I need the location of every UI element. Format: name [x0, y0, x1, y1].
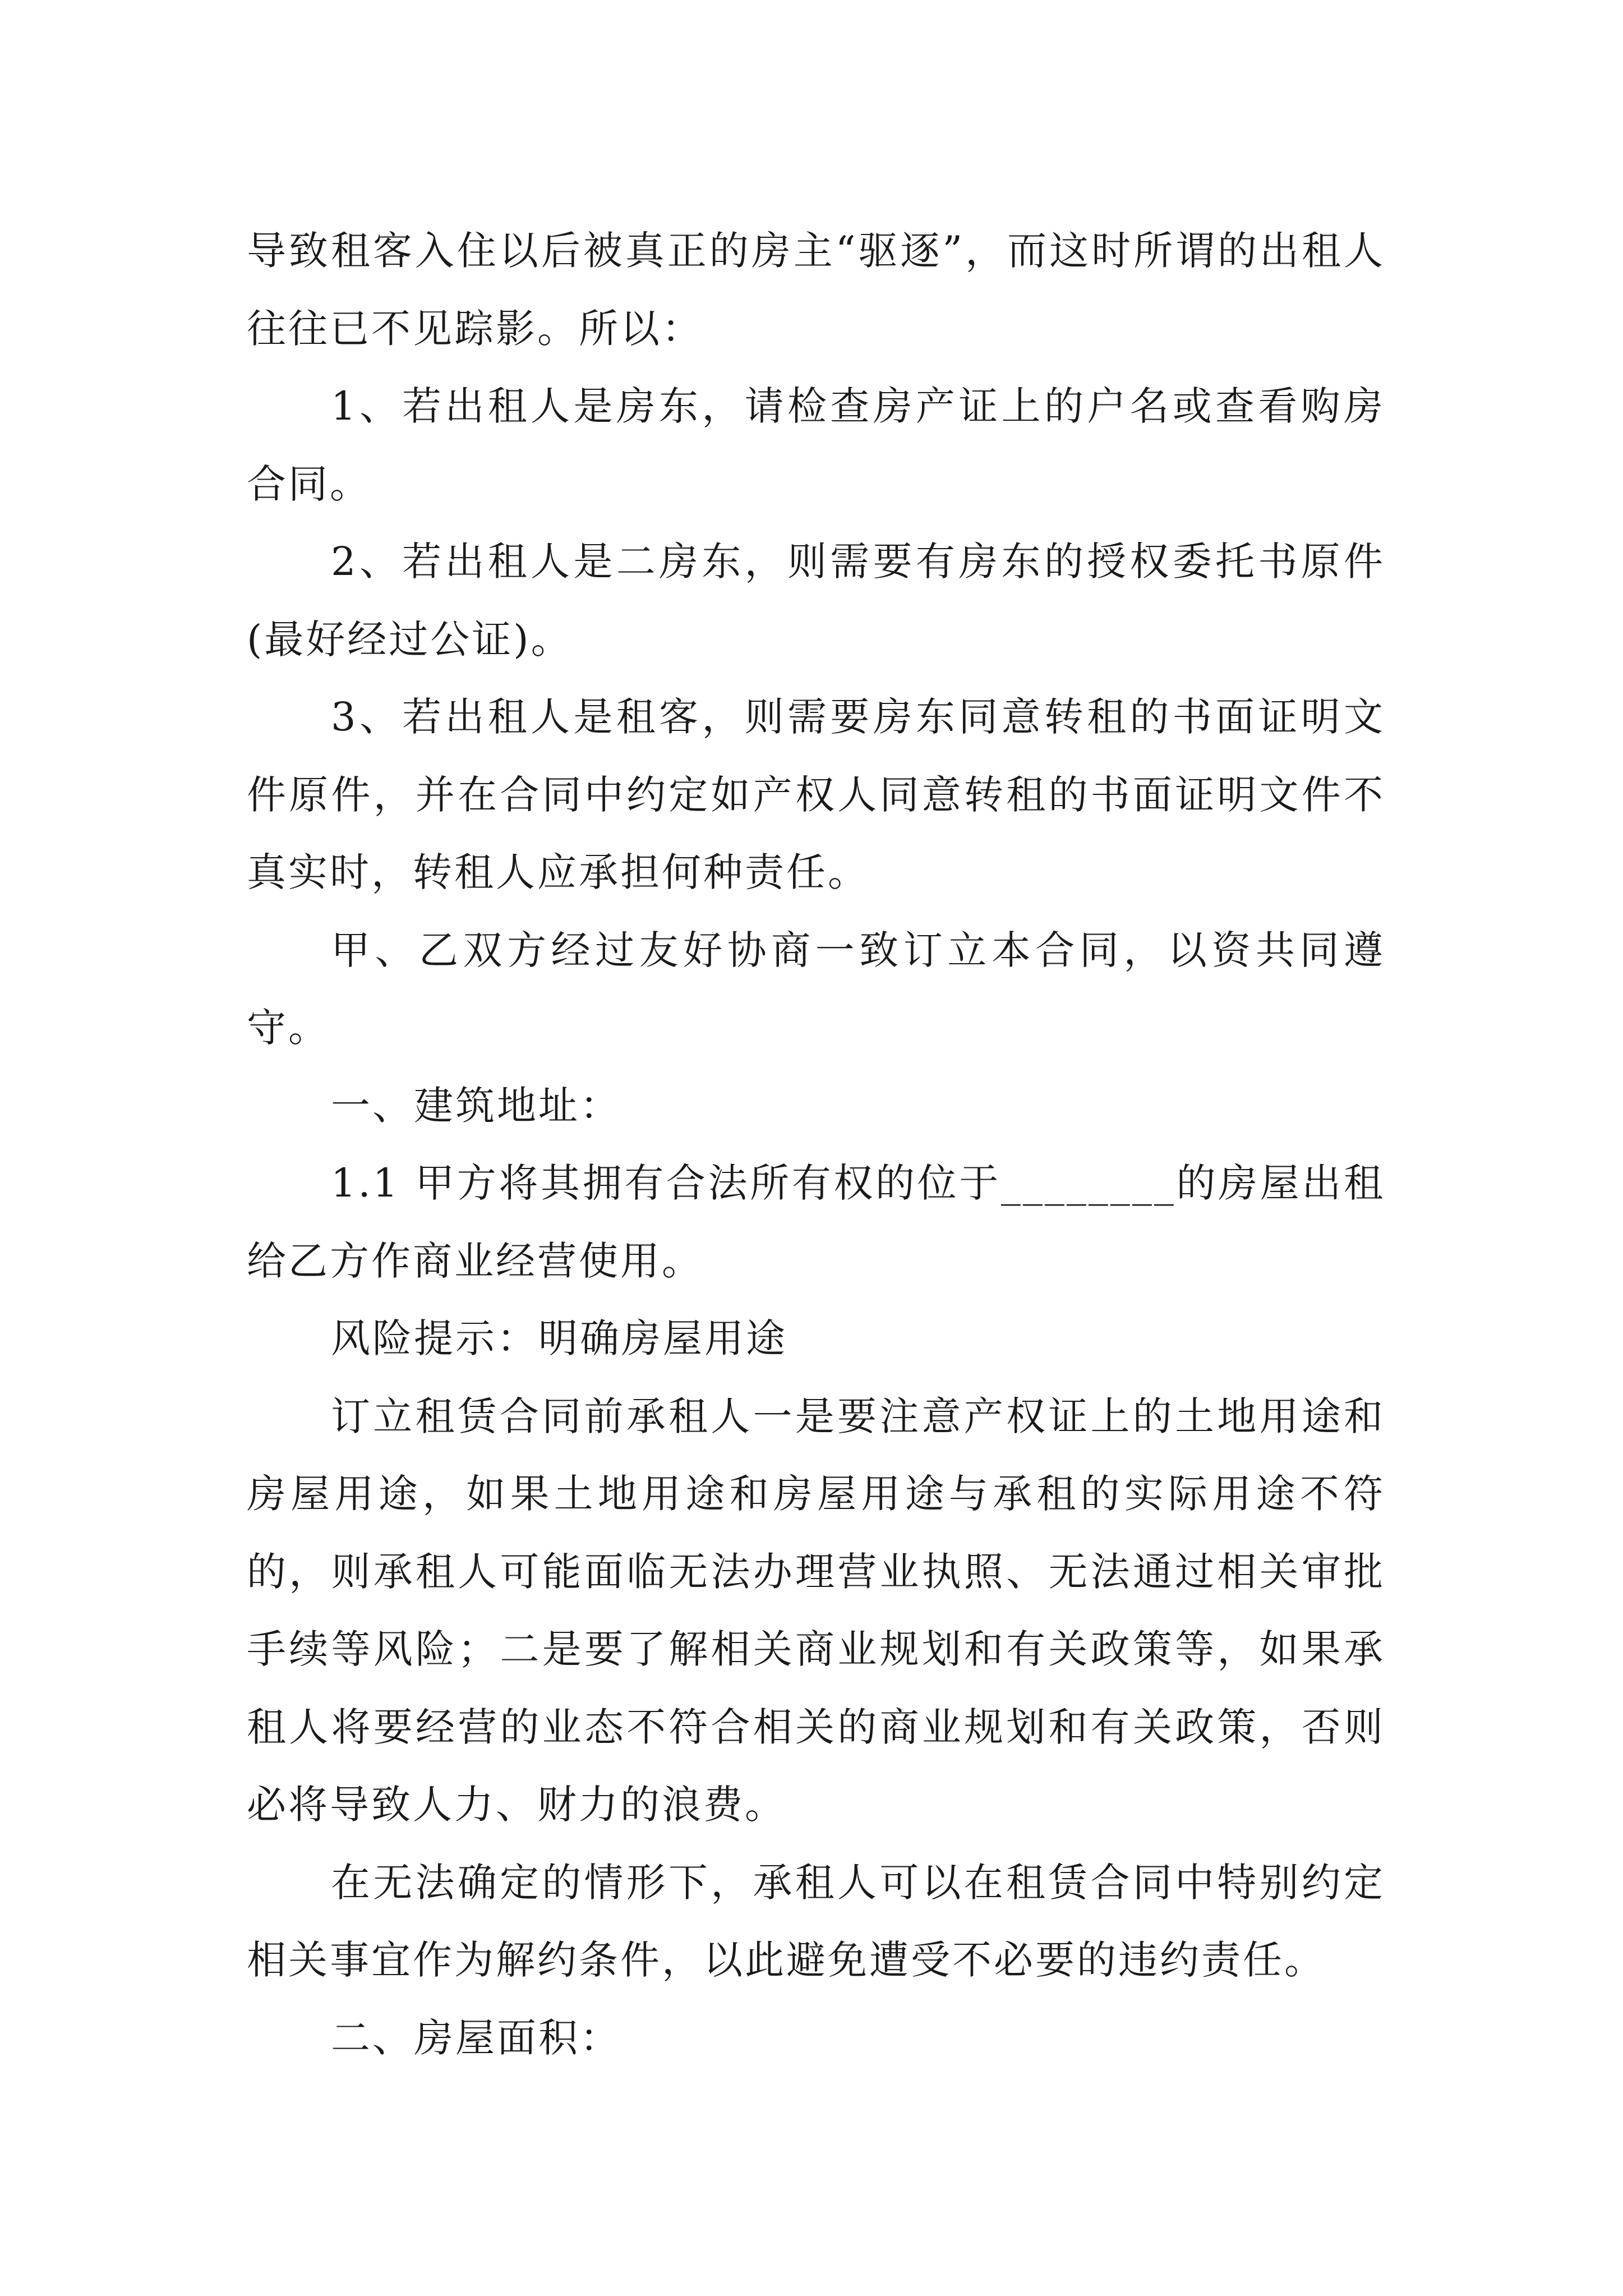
paragraph-agreement: 甲、乙双方经过友好协商一致订立本合同，以资共同遵守。: [247, 927, 1385, 1051]
paragraph-item-3: 3、若出租人是租客，则需要房东同意转租的书面证明文件原件，并在合同中约定如产权人同意转租的书面证明文件不真实时，转租人应承担何种责任。: [247, 694, 1385, 895]
paragraph-termination-condition: 在无法确定的情形下，承租人可以在租赁合同中特别约定相关事宜作为解约条件，以此避免遭受不必要的违约责任。: [247, 1859, 1385, 1983]
paragraph-item-1: 1、若出租人是房东，请检查房产证上的户名或查看购房合同。: [247, 383, 1385, 507]
paragraph-continuation: 导致租客入住以后被真正的房主“驱逐”，而这时所谓的出租人往往已不见踪影。所以：: [247, 228, 1385, 352]
risk-note-heading: 风险提示：明确房屋用途: [331, 1315, 787, 1361]
document-body: [247, 212, 1385, 2077]
section-heading-building-address: 一、建筑地址：: [331, 1082, 621, 1129]
paragraph-item-2: 2、若出租人是二房东，则需要有房东的授权委托书原件(最好经过公证)。: [247, 539, 1385, 662]
clause-1-1: 1.1 甲方将其拥有合法所有权的位于________的房屋出租给乙方作商业经营使用。: [247, 1160, 1385, 1284]
risk-note-body: 订立租赁合同前承租人一是要注意产权证上的土地用途和房屋用途，如果土地用途和房屋用途与承租的实际用途不符的，则承租人可能面临无法办理营业执照、无法通过相关审批手续等风险；二是要了解相关商业规划和有关政策等，如果承租人将要经营的业态不符合相关的商业规划和有关政策，否则必将导致人力、财力的浪费。: [247, 1393, 1385, 1828]
section-heading-area: 二、房屋面积：: [331, 2014, 621, 2061]
